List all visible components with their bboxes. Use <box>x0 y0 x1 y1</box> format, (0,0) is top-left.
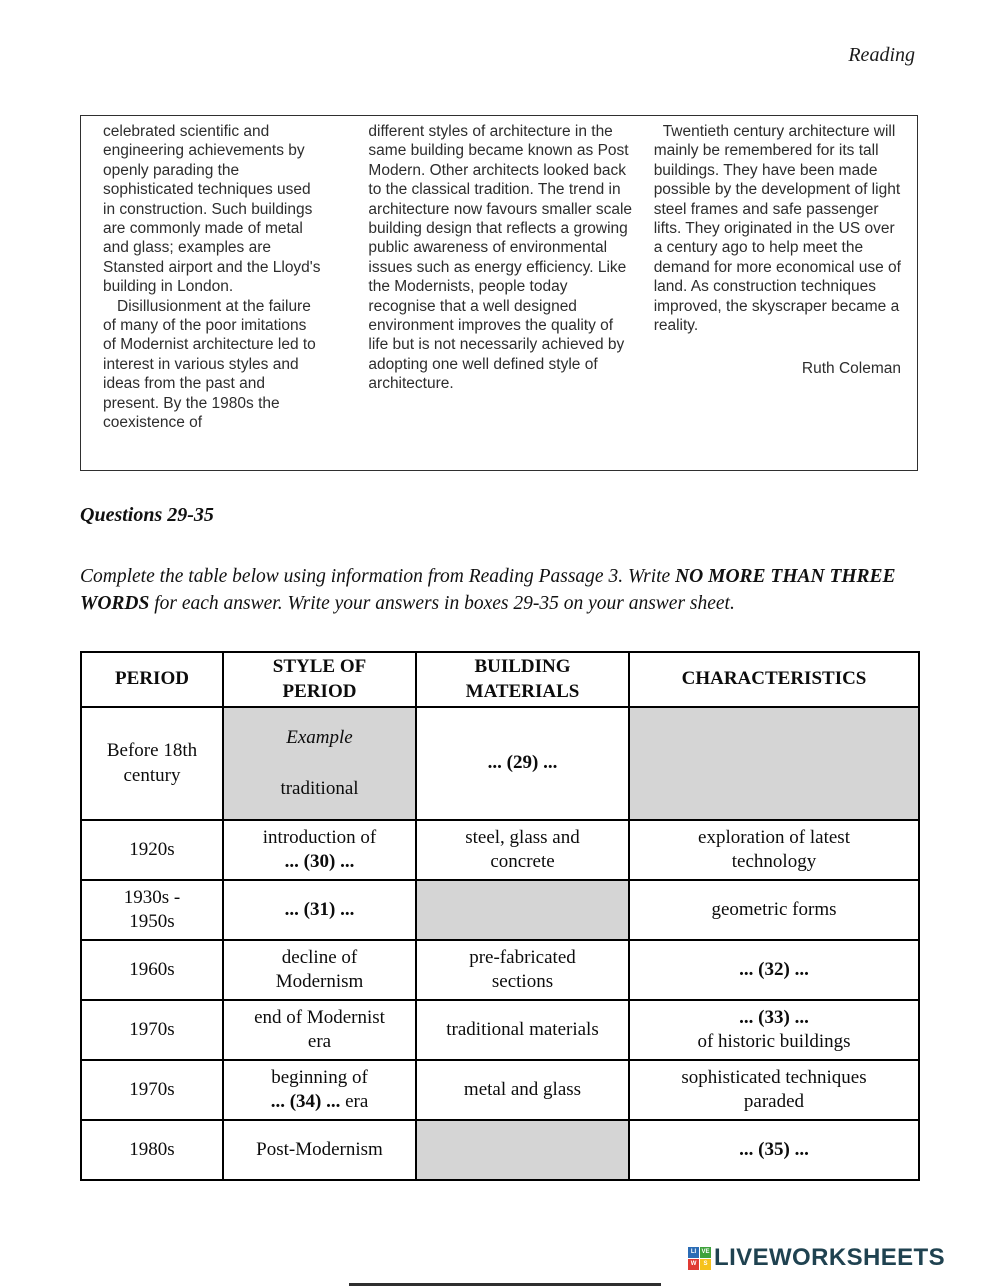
cell-period: 1960s <box>81 940 223 1000</box>
cell-style-blank-34: beginning of ... (34) ... era <box>223 1060 416 1120</box>
questions-table <box>80 651 920 1181</box>
table-header-row <box>81 652 919 707</box>
cell-style: end of Modernist era <box>223 1000 416 1060</box>
table-row-1920s <box>81 820 919 880</box>
logo-square-blue: LI <box>688 1247 699 1258</box>
questions-instructions <box>80 564 922 617</box>
liveworksheets-grid-icon <box>688 1247 711 1270</box>
passage-box <box>80 115 918 471</box>
col-header-characteristics: CHARACTERISTICS <box>629 652 919 707</box>
example-answer: traditional <box>280 777 359 799</box>
col-header-style-of-period: STYLE OF PERIOD <box>223 652 416 707</box>
cell-characteristics-blank-32: ... (32) ... <box>629 940 919 1000</box>
table-row-1970s-a <box>81 1000 919 1060</box>
liveworksheets-logo-link[interactable] <box>688 1244 945 1272</box>
cell-period: 1970s <box>81 1060 223 1120</box>
table-row-1980s <box>81 1120 919 1180</box>
cell-style: decline of Modernism <box>223 940 416 1000</box>
cell-characteristics-blank-35: ... (35) ... <box>629 1120 919 1180</box>
passage-paragraph: celebrated scientific and engineering achievements by openly parading the sophisticated techniques used in construction. Such buildings are commonly made of metal and glass; examples are Stansted airport and the Lloyd's building in London. <box>103 123 321 296</box>
cell-materials: metal and glass <box>416 1060 629 1120</box>
passage-columns <box>103 122 903 433</box>
instructions-text: Complete the table below using information from Reading Passage 3. Write <box>80 566 676 587</box>
table-row-before-18th-century <box>81 707 919 820</box>
cell-materials: pre-fabricated sections <box>416 940 629 1000</box>
cell-characteristics: exploration of latest technology <box>629 820 919 880</box>
table-row-1960s <box>81 940 919 1000</box>
cell-characteristics-blank-33: ... (33) ... of historic buildings <box>629 1000 919 1060</box>
cell-period: 1980s <box>81 1120 223 1180</box>
example-label: Example <box>286 727 353 749</box>
cell-style-example <box>223 707 416 820</box>
cell-materials-empty <box>416 1120 629 1180</box>
cell-style: Post-Modernism <box>223 1120 416 1180</box>
col-header-period: PERIOD <box>81 652 223 707</box>
cell-style-blank-31: ... (31) ... <box>223 880 416 940</box>
cell-characteristics: sophisticated techniques paraded <box>629 1060 919 1120</box>
table-row-1930s-1950s <box>81 880 919 940</box>
logo-square-red: W <box>688 1259 699 1270</box>
logo-square-yellow: S <box>700 1259 711 1270</box>
cell-materials-blank-29: ... (29) ... <box>416 707 629 820</box>
instructions-text: for each answer. Write your answers in boxes 29-35 on your answer sheet. <box>149 592 735 614</box>
cell-period: 1930s - 1950s <box>81 880 223 940</box>
passage-column-2 <box>368 122 633 433</box>
passage-column-3 <box>654 122 903 433</box>
passage-author: Ruth Coleman <box>801 360 901 378</box>
col-header-building-materials: BUILDING MATERIALS <box>416 652 629 707</box>
questions-heading: Questions 29-35 <box>80 504 214 526</box>
cell-materials: steel, glass and concrete <box>416 820 629 880</box>
passage-paragraph: Twentieth century architecture will mainly be remembered for its tall buildings. They have been made possible by the development of light steel frames and safe passenger lifts. They originated in the US over a century ago to help meet the demand for more economical use of land. As construction techniques improved, the skyscraper became a reality. <box>653 123 901 335</box>
cell-period: 1970s <box>81 1000 223 1060</box>
cell-materials-empty <box>416 880 629 940</box>
reading-corner-label: Reading <box>848 44 915 66</box>
logo-square-green: VE <box>700 1247 711 1258</box>
cell-characteristics-empty <box>629 707 919 820</box>
passage-paragraph: Disillusionment at the failure of many of the poor imitations of Modernist architecture led to interest in various styles and ideas from the past and present. By the 1980s the coexistence of <box>103 297 316 432</box>
cell-period: Before 18th century <box>81 707 223 820</box>
cell-materials: traditional materials <box>416 1000 629 1060</box>
passage-paragraph: different styles of architecture in the same building became known as Post Modern. Other architects looked back to the classical tradition. The trend in architecture now favours smaller scale building design that reflects a growing public awareness of environmental issues such as energy efficiency. Like the Modernists, people today recognise that a well designed environment improves the quality of life but is not necessarily achieved by adopting one well defined style of architecture. <box>368 123 633 393</box>
cell-style-blank-30: introduction of ... (30) ... <box>223 820 416 880</box>
liveworksheets-wordmark: LIVEWORKSHEETS <box>714 1244 945 1271</box>
cell-period: 1920s <box>81 820 223 880</box>
table-row-1970s-b <box>81 1060 919 1120</box>
passage-column-1 <box>103 122 321 433</box>
cell-characteristics: geometric forms <box>629 880 919 940</box>
instructions-bold-text: NO MORE THAN THREE WORDS <box>80 566 896 614</box>
